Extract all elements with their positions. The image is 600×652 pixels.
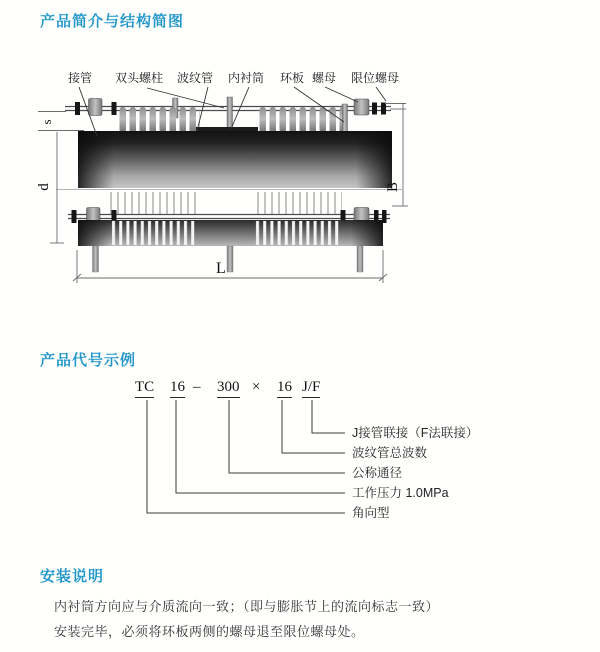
part-label-inner-liner: 内衬筒 <box>228 71 265 85</box>
section-title-install: 安装说明 <box>40 568 105 585</box>
section-title-code: 产品代号示例 <box>40 352 137 369</box>
legend-item-connection: J接管联接（F法联接） <box>352 426 479 440</box>
install-notes <box>54 594 554 644</box>
dim-label-s: s <box>39 119 54 125</box>
legend-item-diameter: 公称通径 <box>352 466 403 480</box>
part-label-nut: 螺母 <box>312 71 337 85</box>
install-line-1: 内衬筒方向应与介质流向一致；（即与膨胀节上的流向标志一致） <box>54 599 440 614</box>
legend-item-pressure: 工作压力 1.0MPa <box>352 486 449 500</box>
code-part-diameter: 300 <box>217 379 240 398</box>
code-part-pressure: 16 <box>170 379 185 398</box>
code-connector-lines <box>147 400 345 513</box>
lower-assembly <box>68 192 390 272</box>
code-part-type: TC <box>135 379 154 398</box>
part-label-limit-nut: 限位螺母 <box>351 71 400 85</box>
dim-label-L: L <box>216 260 226 277</box>
dim-label-d: d <box>36 183 52 191</box>
upper-assembly <box>65 97 392 188</box>
part-label-ring-plate: 环板 <box>280 71 305 85</box>
part-label-connecting-pipe: 接管 <box>68 71 93 85</box>
legend-item-waves: 波纹管总波数 <box>352 446 428 460</box>
part-label-double-stud: 双头螺柱 <box>115 71 164 85</box>
legend-item-type: 角向型 <box>352 506 390 520</box>
code-separator-dash: – <box>193 379 201 395</box>
install-line-2: 安装完毕，必须将环板两侧的螺母退至限位螺母处。 <box>54 624 365 639</box>
code-separator-times: × <box>252 379 261 395</box>
part-label-bellows: 波纹管 <box>177 71 214 85</box>
code-part-waves: 16 <box>277 379 292 398</box>
dim-label-B: B <box>385 182 401 193</box>
code-part-connection: J/F <box>302 379 320 398</box>
section-title-intro: 产品简介与结构简图 <box>40 13 185 30</box>
